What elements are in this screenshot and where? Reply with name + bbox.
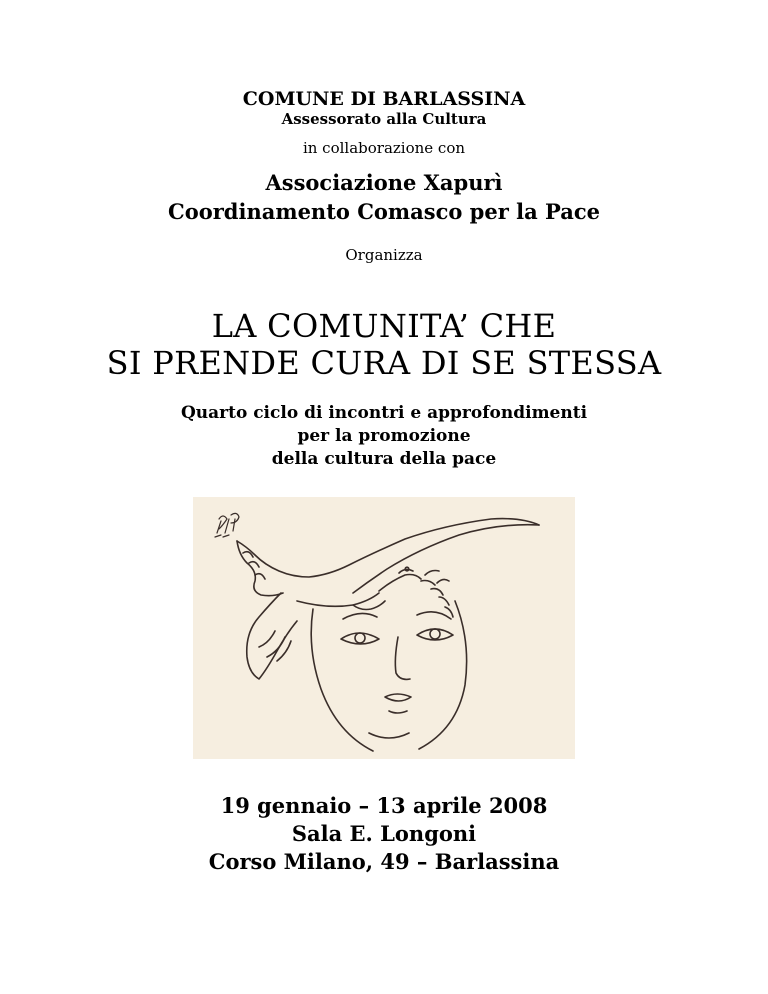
- signature-mark: [215, 513, 239, 537]
- department-name: Assessorato alla Cultura: [281, 110, 487, 128]
- organizes-text: Organizza: [345, 246, 423, 264]
- subtitle-line-3: della cultura della pace: [271, 449, 497, 469]
- collaboration-text: in collaborazione con: [302, 139, 466, 157]
- title-line-2: SI PRENDE CURA DI SE STESSA: [106, 344, 662, 382]
- event-dates: 19 gennaio – 13 aprile 2008: [220, 793, 548, 818]
- event-venue: Sala E. Longoni: [291, 821, 477, 846]
- dove-face-illustration: [193, 497, 575, 759]
- title-line-1: LA COMUNITA’ CHE: [211, 307, 557, 345]
- subtitle-line-2: per la promozione: [297, 426, 471, 446]
- partner-coordination: Coordinamento Comasco per la Pace: [168, 199, 600, 224]
- face-drawing: [311, 601, 466, 751]
- municipality-name: COMUNE DI BARLASSINA: [242, 88, 526, 110]
- subtitle-line-1: Quarto ciclo di incontri e approfondimenti: [180, 403, 588, 423]
- dove-drawing: [237, 519, 539, 679]
- line-drawing: [193, 497, 575, 759]
- partner-association: Associazione Xapurì: [265, 170, 503, 195]
- event-address: Corso Milano, 49 – Barlassina: [208, 849, 560, 874]
